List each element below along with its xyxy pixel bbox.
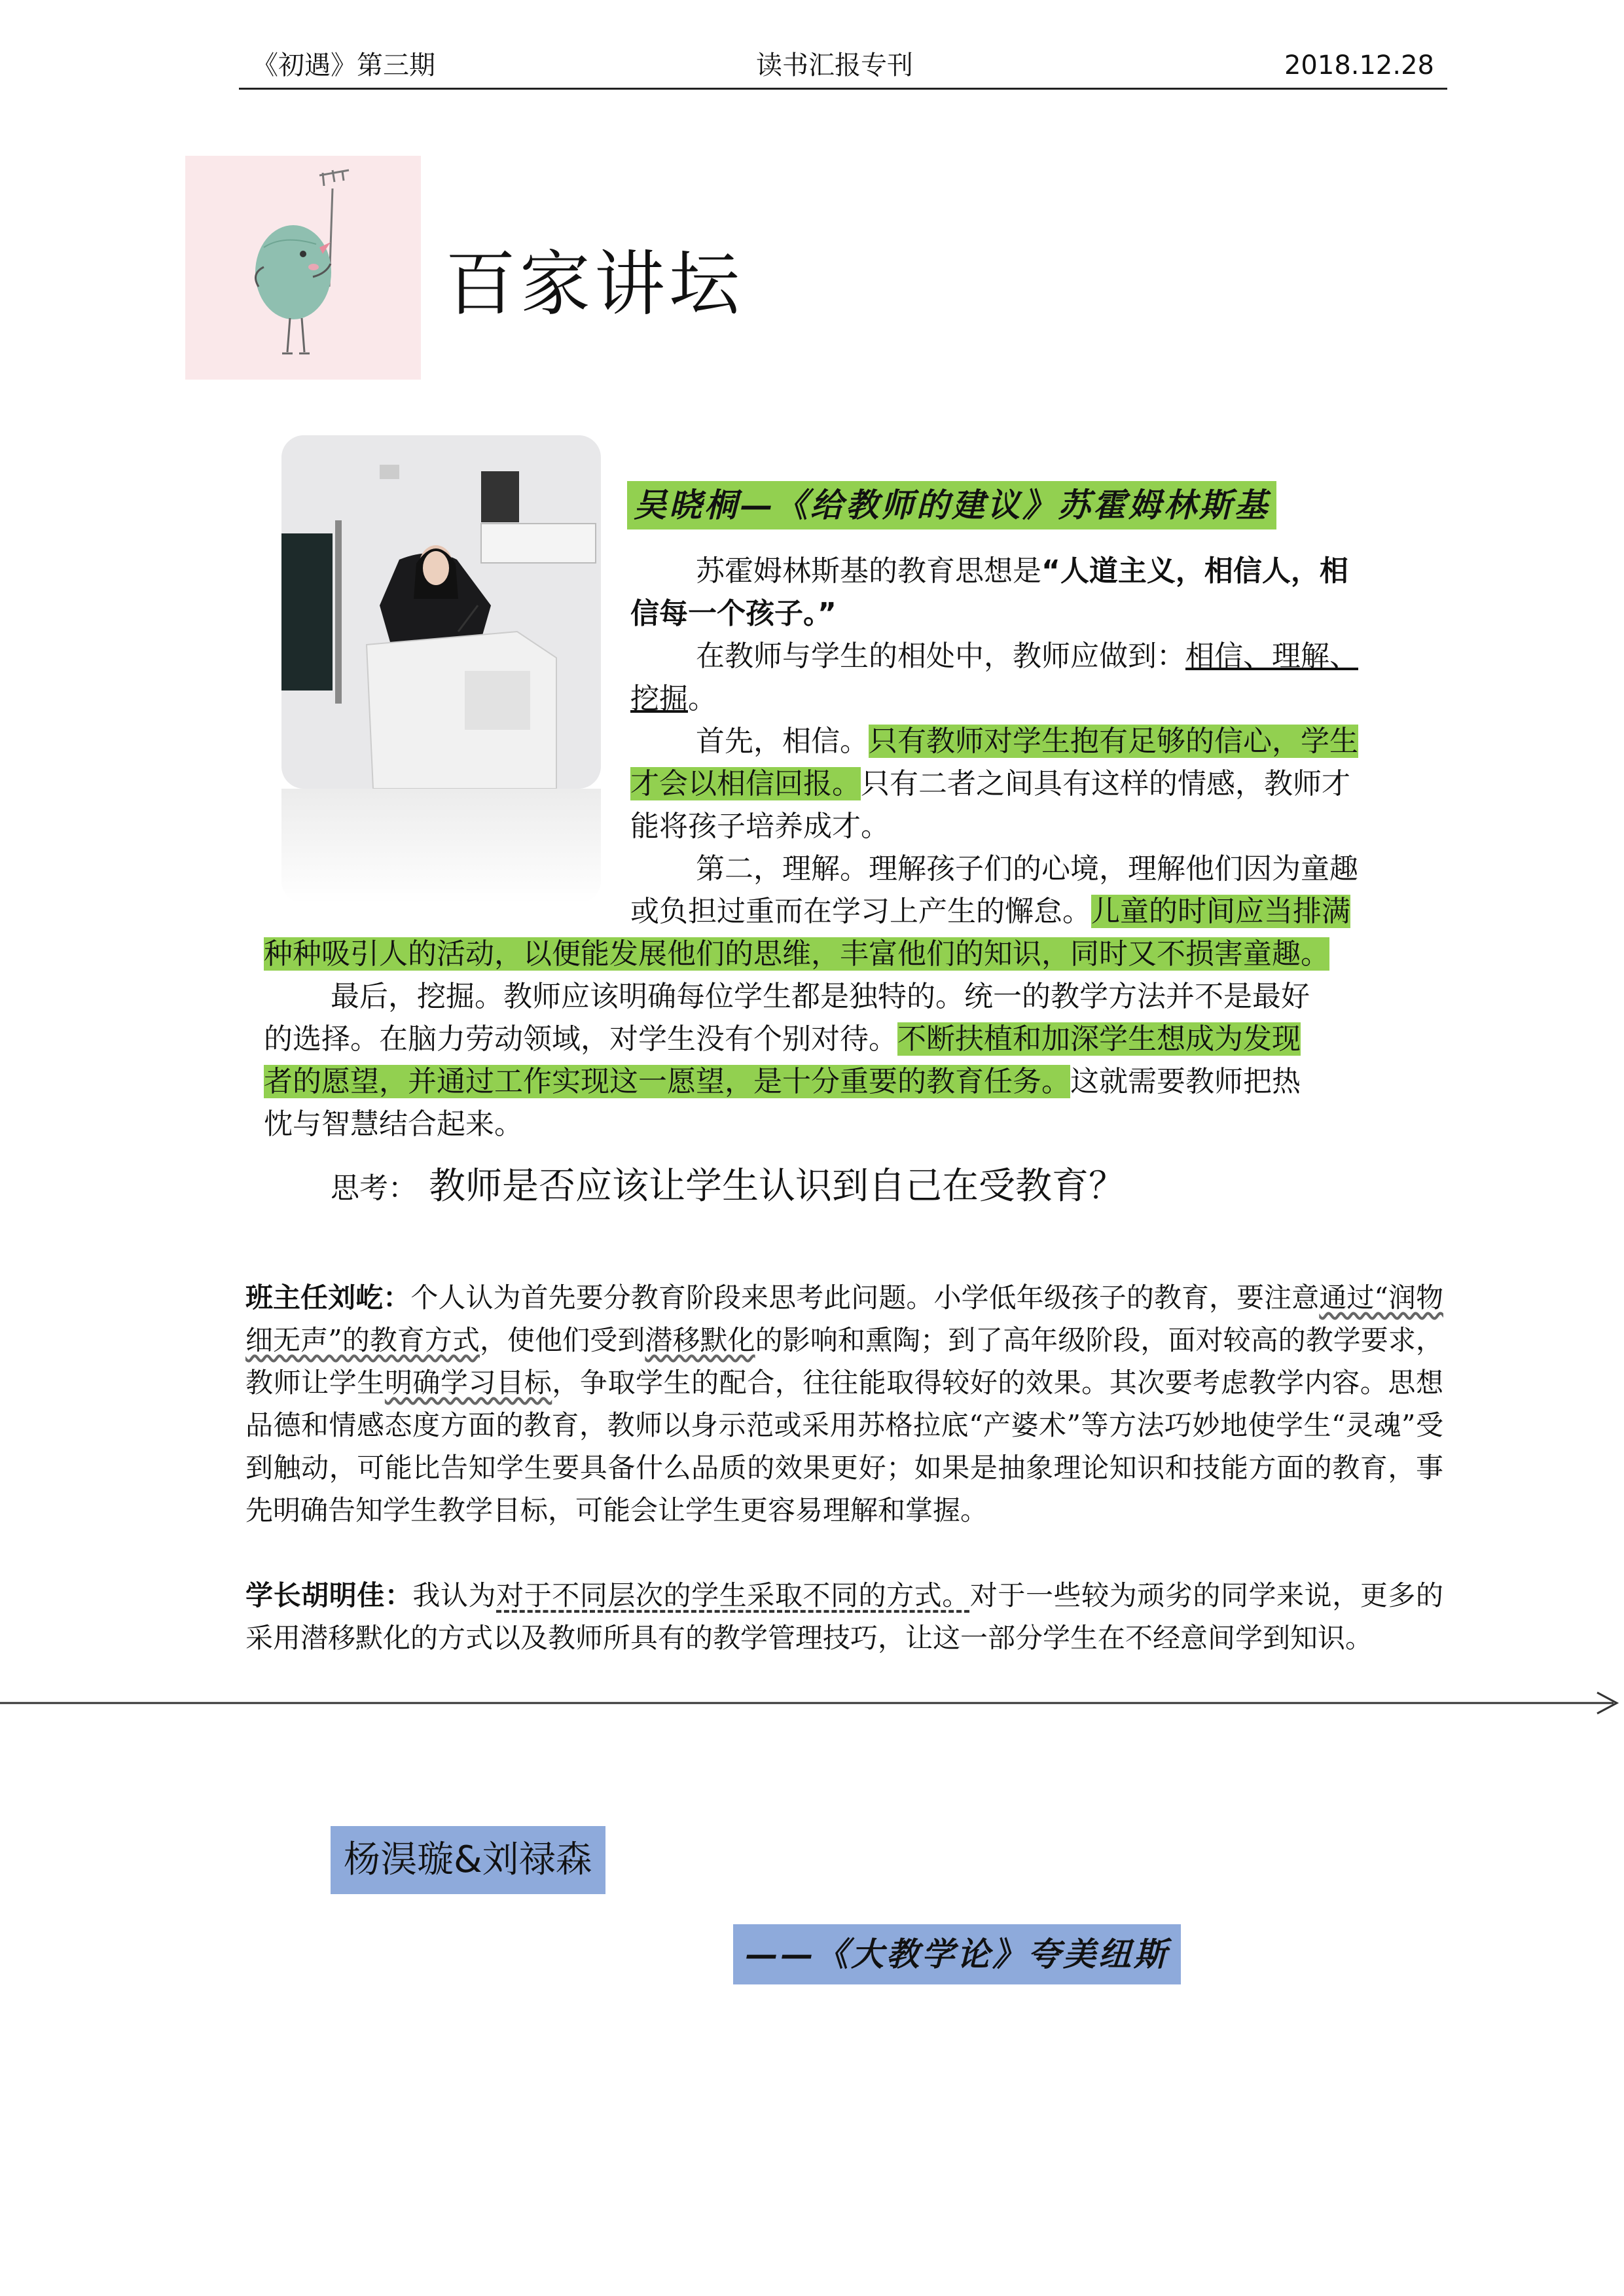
paragraph-2-line-2: 挖掘。	[630, 682, 717, 715]
paragraph-5-line-1: 最后，挖掘。教师应该明确每位学生都是独特的。统一的教学方法并不是最好	[331, 980, 1310, 1013]
paragraph-4-line-1: 第二，理解。理解孩子们的心境，理解他们因为童趣	[696, 852, 1358, 886]
section-title: 百家讲坛	[445, 243, 744, 325]
think-label: 思考：	[331, 1172, 417, 1205]
paragraph-4-line-3: 种种吸引人的活动，以便能发展他们的思维，丰富他们的知识，同时又不损害童趣。	[264, 937, 1329, 971]
senior-comment: 学长胡明佳：我认为对于不同层次的学生采取不同的方式。对于一些较为顽劣的同学来说，更多的采用潜移默化的方式以及教师所具有的教学管理技巧，让这一部分学生在不经意间学到知识。	[245, 1579, 1443, 1654]
special-issue-label: 读书汇报专刊	[756, 50, 913, 81]
page-header	[239, 47, 1447, 90]
bird-illustration	[185, 156, 421, 380]
teacher-comment: 班主任刘屹：个人认为首先要分教育阶段来思考此问题。小学低年级孩子的教育，要注意通过“润物细无声”的教育方式，使他们受到潜移默化的影响和熏陶；到了高年级阶段，面对较高的教学要求，教师让学生明确学习目标，争取学生的配合，往往能取得较好的效果。其次要考虑教学内容。思想品德和情感态度方面的教育，教师以身示范或采用苏格拉底“产婆术”等方法巧妙地使学生“灵魂”受到触动，可能比告知学生要具备什么品质的效果更好；如果是抽象理论知识和技能方面的教育，事先明确告知学生教学目标，可能会让学生更容易理解和掌握。	[245, 1282, 1443, 1526]
paragraph-3-line-3: 能将孩子培养成才。	[630, 810, 890, 843]
photo-reflection	[281, 789, 601, 903]
authors-label: 杨淏璇&刘禄森	[331, 1826, 605, 1894]
book-title: ——《大教学论》夸美纽斯	[733, 1924, 1181, 1984]
section-banner	[185, 156, 421, 380]
paragraph-1-line-2: 信每一个孩子。”	[630, 597, 837, 630]
speaker-photo	[281, 435, 601, 789]
paragraph-1-line-1: 苏霍姆林斯基的教育思想是“人道主义，相信人，相	[696, 554, 1348, 588]
paragraph-5-line-3: 者的愿望，并通过工作实现这一愿望，是十分重要的教育任务。这就需要教师把热	[264, 1065, 1301, 1098]
issue-label: 《初遇》第三期	[252, 50, 435, 81]
paragraph-4-line-2: 或负担过重而在学习上产生的懈怠。儿童的时间应当排满	[630, 895, 1350, 928]
issue-date: 2018.12.28	[1284, 50, 1434, 81]
paragraph-3-line-2: 才会以相信回报。只有二者之间具有这样的情感，教师才	[630, 767, 1350, 800]
paragraph-3-line-1: 首先，相信。只有教师对学生抱有足够的信心，学生	[696, 725, 1358, 758]
paragraph-2-line-1: 在教师与学生的相处中，教师应做到：相信、理解、	[696, 639, 1358, 673]
think-question: 教师是否应该让学生认识到自己在受教育？	[429, 1165, 1125, 1208]
article-title: 吴晓桐—《给教师的建议》苏霍姆林斯基	[627, 481, 1276, 529]
paragraph-5-line-4: 忱与智慧结合起来。	[264, 1107, 523, 1141]
paragraph-5-line-2: 的选择。在脑力劳动领域，对学生没有个别对待。不断扶植和加深学生想成为发现	[264, 1022, 1301, 1056]
divider-arrow	[0, 1690, 1624, 1716]
